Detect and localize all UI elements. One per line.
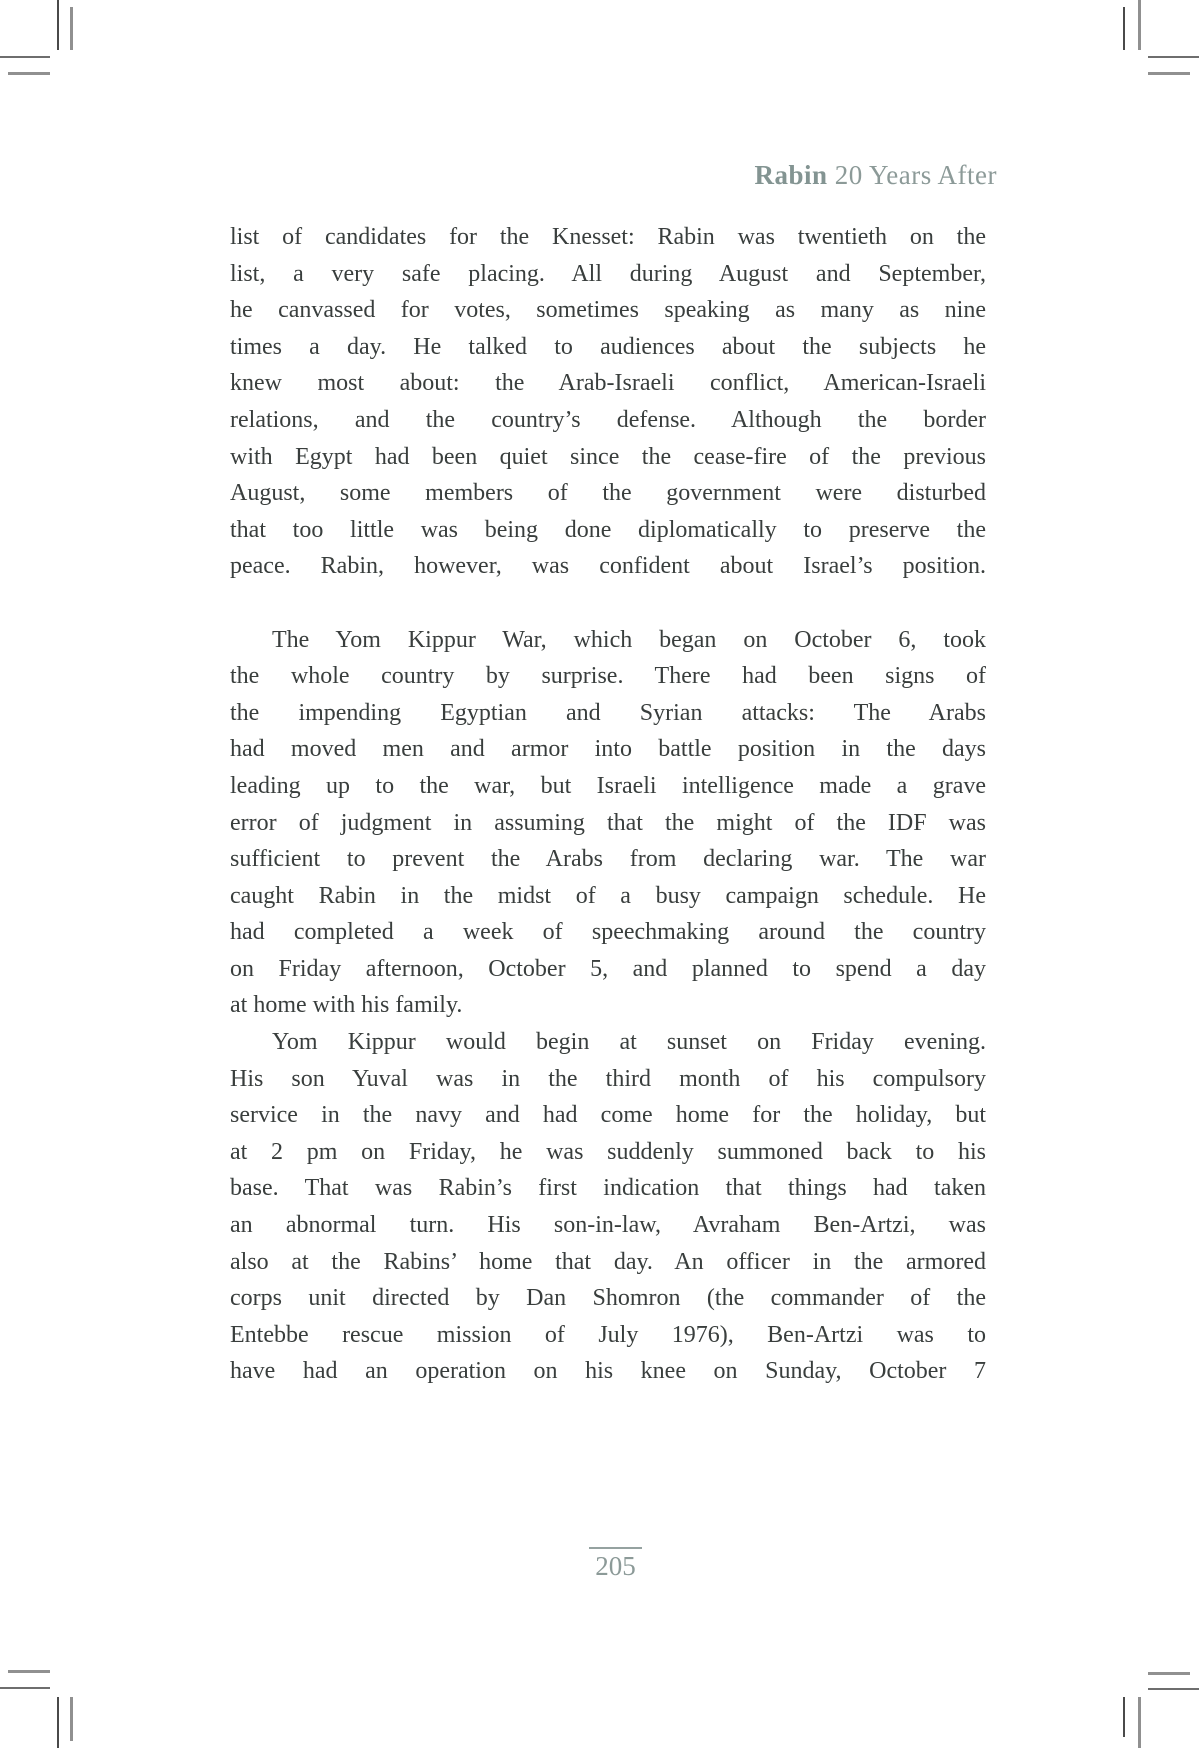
text-line: the impending Egyptian and Syrian attacks: The Arabs bbox=[230, 699, 986, 726]
text-line: on Friday afternoon, October 5, and planned to spend a day bbox=[230, 955, 986, 982]
text-line: caught Rabin in the midst of a busy campaign schedule. He bbox=[230, 882, 986, 909]
crop-mark-bottom-left-horizontal-inner bbox=[8, 1670, 50, 1673]
text-line: had moved men and armor into battle position in the days bbox=[230, 736, 986, 763]
text-line: he canvassed for votes, sometimes speaking as many as nine bbox=[230, 297, 986, 324]
text-line: error of judgment in assuming that the might of the IDF was bbox=[230, 809, 986, 836]
crop-mark-top-right-vertical-inner bbox=[1123, 7, 1125, 50]
text-line: peace. Rabin, however, was confident about Israel’s position. bbox=[230, 553, 986, 580]
text-line: list of candidates for the Knesset: Rabin was twentieth on the bbox=[230, 224, 986, 250]
crop-mark-top-left-horizontal-inner bbox=[8, 72, 50, 75]
crop-mark-top-right-horizontal-inner bbox=[1148, 72, 1190, 75]
text-line: the whole country by surprise. There had been signs of bbox=[230, 663, 986, 690]
text-line: that too little was being done diplomatically to preserve the bbox=[230, 516, 986, 543]
text-line: corps unit directed by Dan Shomron (the commander of the bbox=[230, 1285, 986, 1312]
crop-mark-bottom-right-vertical-outer bbox=[1138, 1697, 1141, 1748]
text-line: August, some members of the government were disturbed bbox=[230, 480, 986, 507]
text-line: list, a very safe placing. All during August and September, bbox=[230, 260, 986, 287]
text-line: sufficient to prevent the Arabs from declaring war. The war bbox=[230, 846, 986, 873]
text-line: Entebbe rescue mission of July 1976), Ben-Artzi was to bbox=[230, 1321, 986, 1348]
text-line: base. That was Rabin’s first indication that things had taken bbox=[230, 1175, 986, 1202]
text-line: also at the Rabins’ home that day. An officer in the armored bbox=[230, 1248, 986, 1275]
paragraph bbox=[230, 219, 986, 585]
running-header-subtitle: 20 Years After bbox=[827, 160, 997, 190]
paragraph bbox=[230, 1024, 986, 1390]
crop-mark-bottom-left-vertical-outer bbox=[57, 1697, 59, 1748]
text-line: at home with his family. bbox=[230, 992, 463, 1019]
text-line: leading up to the war, but Israeli intelligence made a grave bbox=[230, 772, 986, 799]
crop-mark-bottom-left-horizontal-outer bbox=[0, 1687, 50, 1689]
page-number-block bbox=[589, 1547, 642, 1581]
text-line: service in the navy and had come home for the holiday, but bbox=[230, 1102, 986, 1129]
text-line: His son Yuval was in the third month of his compulsory bbox=[230, 1065, 986, 1092]
page-number: 205 bbox=[595, 1551, 636, 1581]
text-line: times a day. He talked to audiences about the subjects he bbox=[230, 333, 986, 360]
paragraph bbox=[230, 622, 986, 1025]
text-line: at 2 pm on Friday, he was suddenly summoned back to his bbox=[230, 1138, 986, 1165]
text-line: with Egypt had been quiet since the cease-fire of the previous bbox=[230, 443, 986, 470]
crop-mark-bottom-right-horizontal-outer bbox=[1148, 1688, 1199, 1690]
text-line: knew most about: the Arab-Israeli conflict, American-Israeli bbox=[230, 370, 986, 397]
body-text bbox=[230, 219, 986, 1390]
crop-mark-bottom-left-vertical-inner bbox=[70, 1697, 73, 1741]
running-header-book-title: Rabin bbox=[754, 160, 828, 190]
crop-mark-bottom-right-vertical-inner bbox=[1123, 1697, 1125, 1737]
crop-mark-top-left-vertical-inner bbox=[70, 7, 73, 50]
crop-mark-bottom-right-horizontal-inner bbox=[1148, 1672, 1190, 1675]
crop-mark-top-right-horizontal-outer bbox=[1148, 56, 1199, 58]
crop-mark-top-right-vertical-outer bbox=[1138, 0, 1141, 50]
crop-mark-top-left-vertical-outer bbox=[57, 0, 59, 50]
text-line: The Yom Kippur War, which began on October 6, took bbox=[272, 626, 986, 653]
crop-mark-top-left-horizontal-outer bbox=[0, 56, 50, 58]
text-line: have had an operation on his knee on Sunday, October 7 bbox=[230, 1358, 986, 1385]
text-line: had completed a week of speechmaking around the country bbox=[230, 919, 986, 946]
text-line: an abnormal turn. His son-in-law, Avraham Ben-Artzi, was bbox=[230, 1212, 986, 1239]
text-line: Yom Kippur would begin at sunset on Friday evening. bbox=[272, 1029, 986, 1056]
running-header bbox=[230, 160, 997, 190]
text-line: relations, and the country’s defense. Although the border bbox=[230, 406, 986, 433]
